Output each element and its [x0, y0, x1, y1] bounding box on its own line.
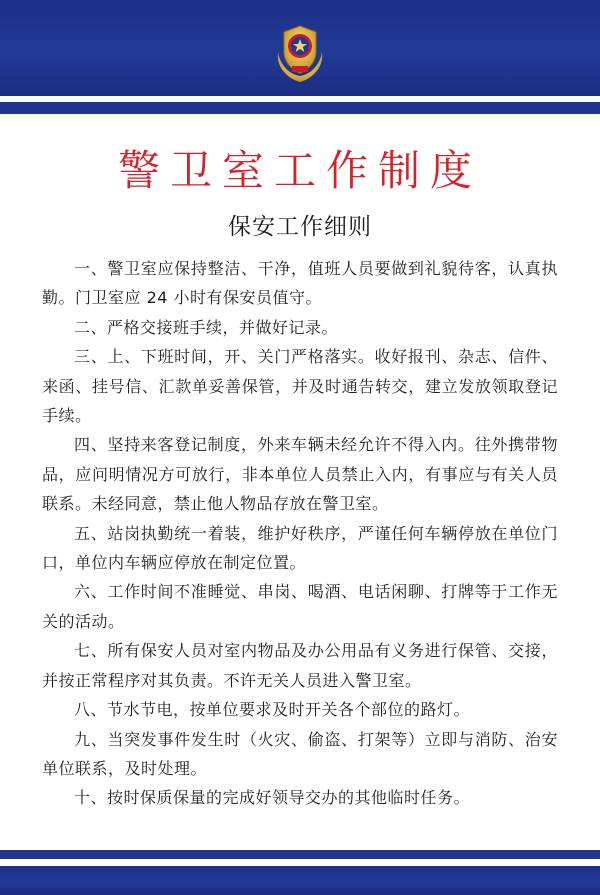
rule-item: 八、节水节电，按单位要求及时开关各个部位的路灯。	[74, 700, 471, 720]
rule-item: 七、所有保安人员对室内物品及办公用品有义务进行保管、交接，并按正常程序对其负责。不许无关人员进入警卫室。	[42, 641, 558, 690]
rule-item: 九、当突发事件发生时（火灾、偷盗、打架等）立即与消防、治安单位联系，及时处理。	[42, 729, 558, 778]
footer-stripe	[0, 850, 600, 859]
rule-item: 四、坚持来客登记制度，外来车辆未经允许不得入内。往外携带物品，应问明情况方可放行，非本单位人员禁止入内，有事应与有关人员联系。未经同意，禁止他人物品存放在警卫室。	[42, 435, 558, 514]
rule-item: 六、工作时间不准睡觉、串岗、喝酒、电话闲聊、打牌等于工作无关的活动。	[42, 582, 558, 631]
rules-list	[42, 254, 558, 813]
rule-item: 十、按时保质保量的完成好领导交办的其他临时任务。	[74, 788, 471, 808]
page-title: 警卫室工作制度	[117, 146, 482, 195]
rule-item: 一、警卫室应保持整洁、干净，值班人员要做到礼貌待客，认真执勤。门卫室应 24 小时有保安员值守。	[42, 259, 558, 308]
police-badge-icon	[270, 22, 330, 86]
rule-item: 五、站岗执勤统一着装，维护好秩序，严谨任何车辆停放在单位门口，单位内车辆应停放在制定位置。	[42, 523, 558, 573]
header-stripe	[0, 102, 600, 114]
page-subtitle: 保安工作细则	[228, 214, 372, 240]
footer-band	[0, 866, 600, 895]
rule-item: 三、上、下班时间，开、关门严格落实。收好报刊、杂志、信件、来函、挂号信、汇款单妥善保管，并及时通告转交，建立发放领取登记手续。	[42, 347, 558, 426]
rule-item: 二、严格交接班手续，并做好记录。	[74, 317, 339, 337]
